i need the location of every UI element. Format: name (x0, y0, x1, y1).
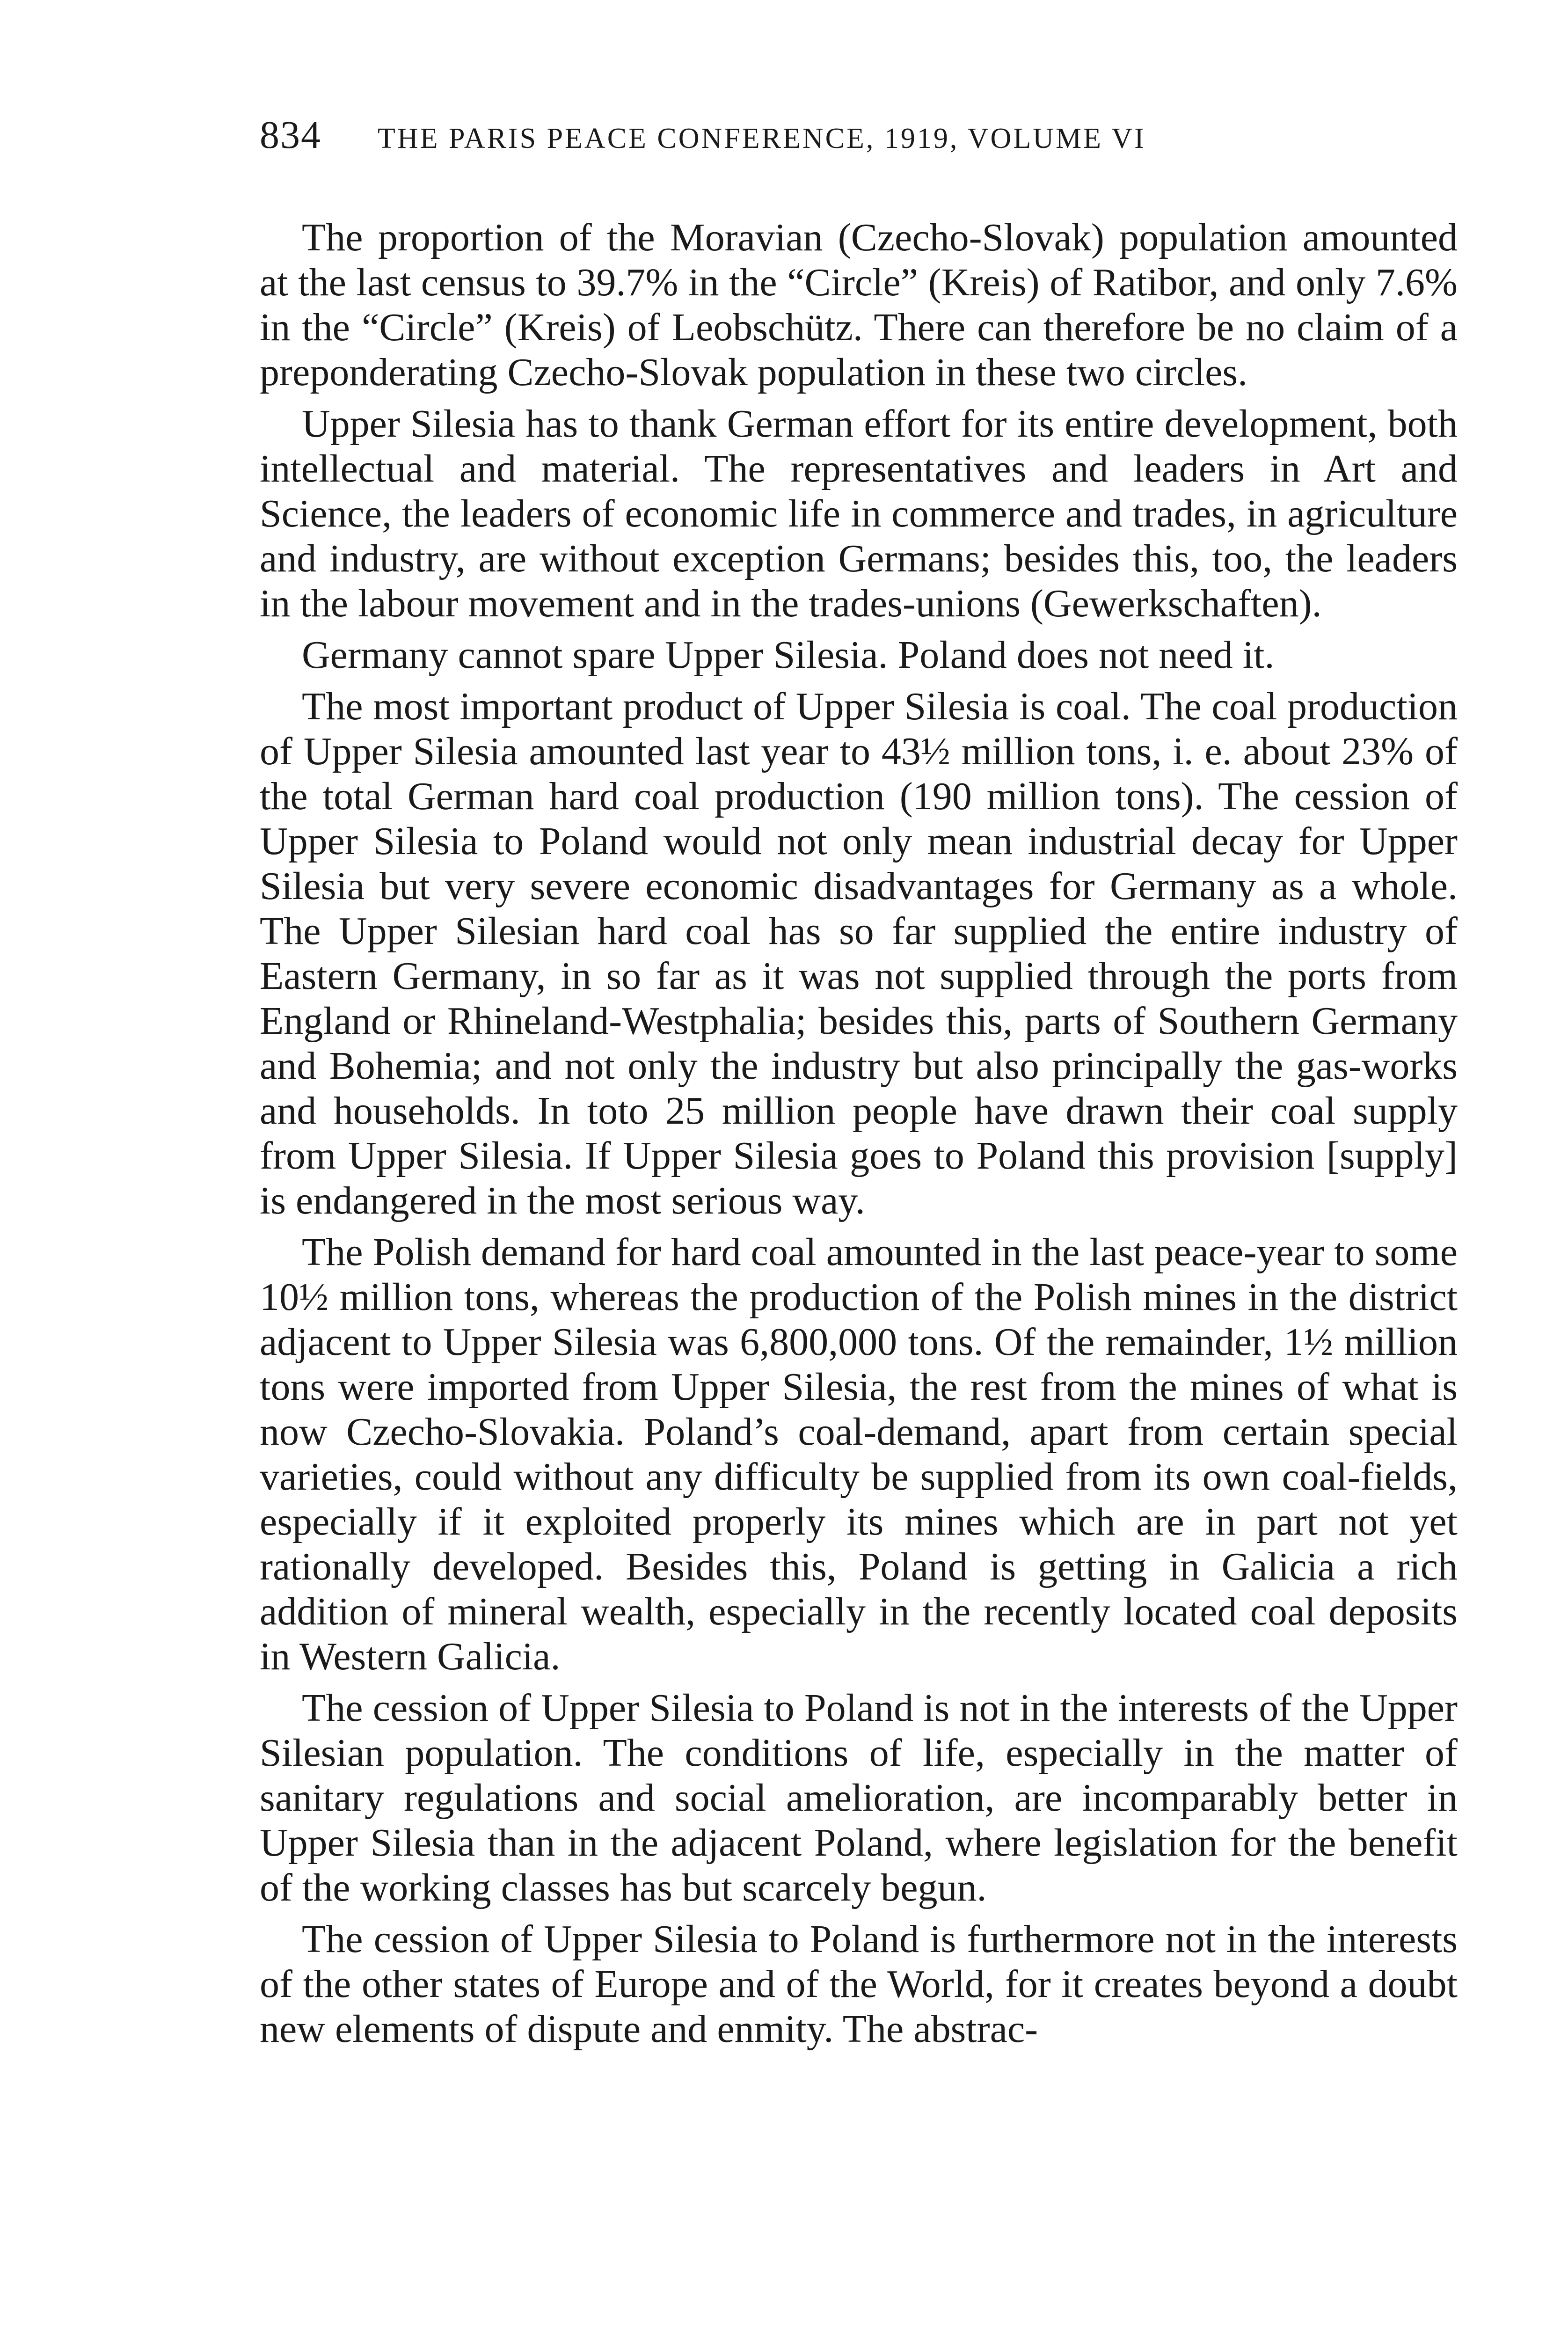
paragraph: The most important product of Upper Silesia is coal. The coal production of Upper Silesia amounted last year to 43½ million tons, i. e. about 23% of the total German hard coal production (190 million tons). The cession of Upper Silesia to Poland would not only mean industrial decay for Upper Silesia but very severe economic disadvantages for Germany as a whole. The Upper Silesian hard coal has so far supplied the entire industry of Eastern Germany, in so far as it was not supplied through the ports from England or Rhineland-Westphalia; besides this, parts of Southern Germany and Bohemia; and not only the industry but also principally the gas-works and households. In toto 25 million people have drawn their coal supply from Upper Silesia. If Upper Silesia goes to Poland this provision [supply] is endangered in the most serious way. (260, 685, 1458, 1222)
document-page (260, 112, 1458, 2058)
page-number: 834 (260, 113, 321, 157)
header-title: THE PARIS PEACE CONFERENCE, 1919, VOLUME VI (378, 123, 1146, 154)
paragraph: The cession of Upper Silesia to Poland is not in the interests of the Upper Silesian population. The conditions of life, especially in the matter of sanitary regulations and social amelioration, are incomparably better in Upper Silesia than in the adjacent Poland, where legislation for the benefit of the working classes has but scarcely begun. (260, 1686, 1458, 1909)
paragraph: Upper Silesia has to thank German effort for its entire development, both intellectual and material. The representatives and leaders in Art and Science, the leaders of economic life in commerce and trades, in agriculture and industry, are without exception Germans; besides this, too, the leaders in the labour movement and in the trades-unions (Gewerkschaften). (260, 402, 1458, 625)
running-header (260, 112, 1458, 164)
paragraph: Germany cannot spare Upper Silesia. Poland does not need it. (302, 633, 1275, 677)
paragraph: The cession of Upper Silesia to Poland is furthermore not in the interests of the other states of Europe and of the World, for it creates beyond a doubt new elements of dispute and enmity. The abstrac- (260, 1917, 1458, 2051)
paragraph: The Polish demand for hard coal amounted in the last peace-year to some 10½ million tons, whereas the production of the Polish mines in the district adjacent to Upper Silesia was 6,800,000 tons. Of the remainder, 1½ million tons were imported from Upper Silesia, the rest from the mines of what is now Czecho-Slovakia. Poland’s coal-demand, apart from certain special varieties, could without any difficulty be supplied from its own coal-fields, especially if it exploited properly its mines which are in part not yet rationally developed. Besides this, Poland is getting in Galicia a rich addition of mineral wealth, especially in the recently located coal deposits in Western Galicia. (260, 1230, 1458, 1678)
body-text (260, 215, 1458, 2052)
paragraph: The proportion of the Moravian (Czecho-Slovak) population amounted at the last census to 39.7% in the “Circle” (Kreis) of Ratibor, and only 7.6% in the “Circle” (Kreis) of Leobschütz. There can therefore be no claim of a preponderating Czecho-Slovak population in these two circles. (260, 216, 1458, 394)
